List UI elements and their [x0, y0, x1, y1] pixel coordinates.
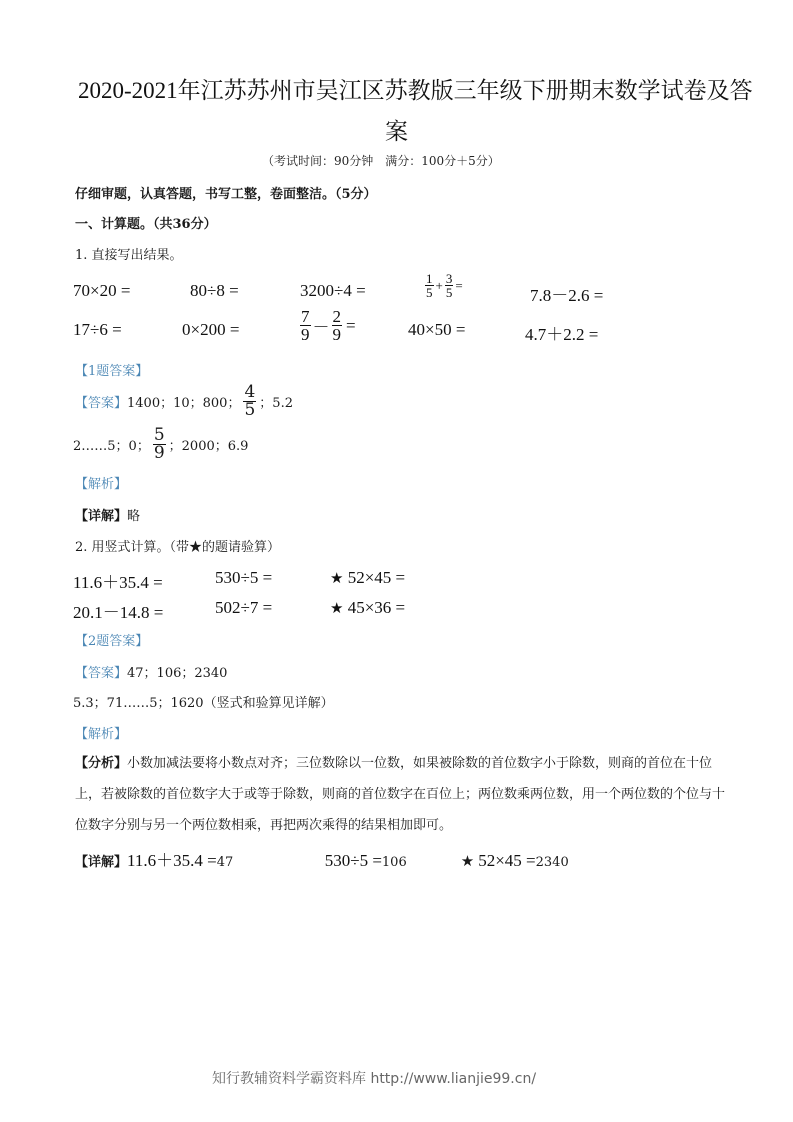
q2-expr-5: 502÷7 =	[215, 598, 273, 617]
q2-analysis-text: 【分析】小数加减法要将小数点对齐；三位数除以一位数，如果被除数的首位数字小于除数，则商的首位在十位上，若被除数的首位数字大于或等于除数，则商的首位数字在百位上；两位数乘两位数，用一个两位数的个位与十位数字分别与另一个两位数相乘，再把两次乘得的结果相加即可。	[75, 756, 726, 833]
instructions: 仔细审题，认真答题，书写工整，卷面整洁。（5分）	[75, 187, 377, 202]
q2-expr-6: ★ 45×36 =	[330, 598, 406, 617]
q1-expr-2: 80÷8 =	[190, 281, 239, 300]
answer-label: 【答案】	[75, 666, 128, 681]
q2-analysis-header: 【解析】	[75, 727, 128, 742]
fraction: $\frac{2}{9}$	[332, 307, 341, 344]
q2-expr-1: 11.6＋35.4 =	[73, 573, 163, 592]
q1-answer-header: 【1题答案】	[75, 364, 149, 379]
q1-expr-6: 17÷6 =	[73, 320, 122, 339]
fraction: $\frac{1}{5}$	[426, 271, 433, 300]
exam-subtitle: （考试时间：90分钟 满分：100分＋5分）	[262, 154, 500, 168]
q1-expr-3: 3200÷4 =	[300, 281, 366, 300]
footer-watermark: 知行教辅资料学霸资料库 http://www.lianjie99.cn/	[212, 1071, 537, 1087]
q1-detail: 【详解】略	[75, 509, 141, 524]
q2-answer-header: 【2题答案】	[75, 634, 149, 649]
q1-analysis-header: 【解析】	[75, 477, 128, 492]
answer-label: 【答案】	[75, 396, 128, 411]
q1-prompt: 1. 直接写出结果。	[75, 248, 183, 263]
q2-expr-3: ★ 52×45 =	[330, 568, 406, 587]
fraction: $\frac{3}{5}$	[445, 271, 453, 300]
q1-expr-10: 4.7＋2.2 =	[525, 325, 599, 344]
q1-expr-8: $\frac{7}{9}$ － $\frac{2}{9}$ =	[301, 307, 356, 344]
fraction: $\frac{7}{9}$	[301, 307, 310, 344]
star-icon: ★	[330, 569, 344, 587]
q2-expr-4: 20.1－14.8 =	[73, 603, 164, 622]
section1-heading: 一、计算题。（共36分）	[75, 217, 217, 232]
q1-answer-line2: 2……5；0； $\frac{5}{9}$ ；2000；6.9	[73, 425, 249, 463]
q1-expr-4: $\frac{1}{5}$ + $\frac{3}{5}$ =	[426, 271, 463, 300]
q1-expr-1: 70×20 =	[73, 281, 131, 300]
star-icon: ★	[460, 852, 475, 870]
q1-expr-9: 40×50 =	[408, 320, 466, 339]
q1-answer-line1: 【答案】 1400；10；800； $\frac{4}{5}$ ；5.2	[75, 382, 293, 420]
q2-detail: 【详解】 11.6＋35.4 = 47 530÷5 = 106 ★ 52×45 = 2340	[75, 851, 569, 870]
fraction: $\frac{5}{9}$	[153, 425, 165, 463]
page-title-line2: 案	[385, 119, 408, 144]
q1-expr-5: 7.8－2.6 =	[530, 286, 604, 305]
q1-expr-7: 0×200 =	[182, 320, 240, 339]
q2-answer-line1: 【答案】47；106；2340	[75, 666, 228, 681]
q2-answer-line2: 5.3；71……5；1620（竖式和验算见详解）	[73, 696, 334, 711]
q2-prompt: 2. 用竖式计算。（带★的题请验算）	[75, 540, 281, 555]
page-title-line1: 2020-2021年江苏苏州市吴江区苏教版三年级下册期末数学试卷及答	[78, 78, 753, 103]
fraction: $\frac{4}{5}$	[244, 382, 256, 420]
star-icon: ★	[330, 599, 344, 617]
q2-expr-2: 530÷5 =	[215, 568, 273, 587]
